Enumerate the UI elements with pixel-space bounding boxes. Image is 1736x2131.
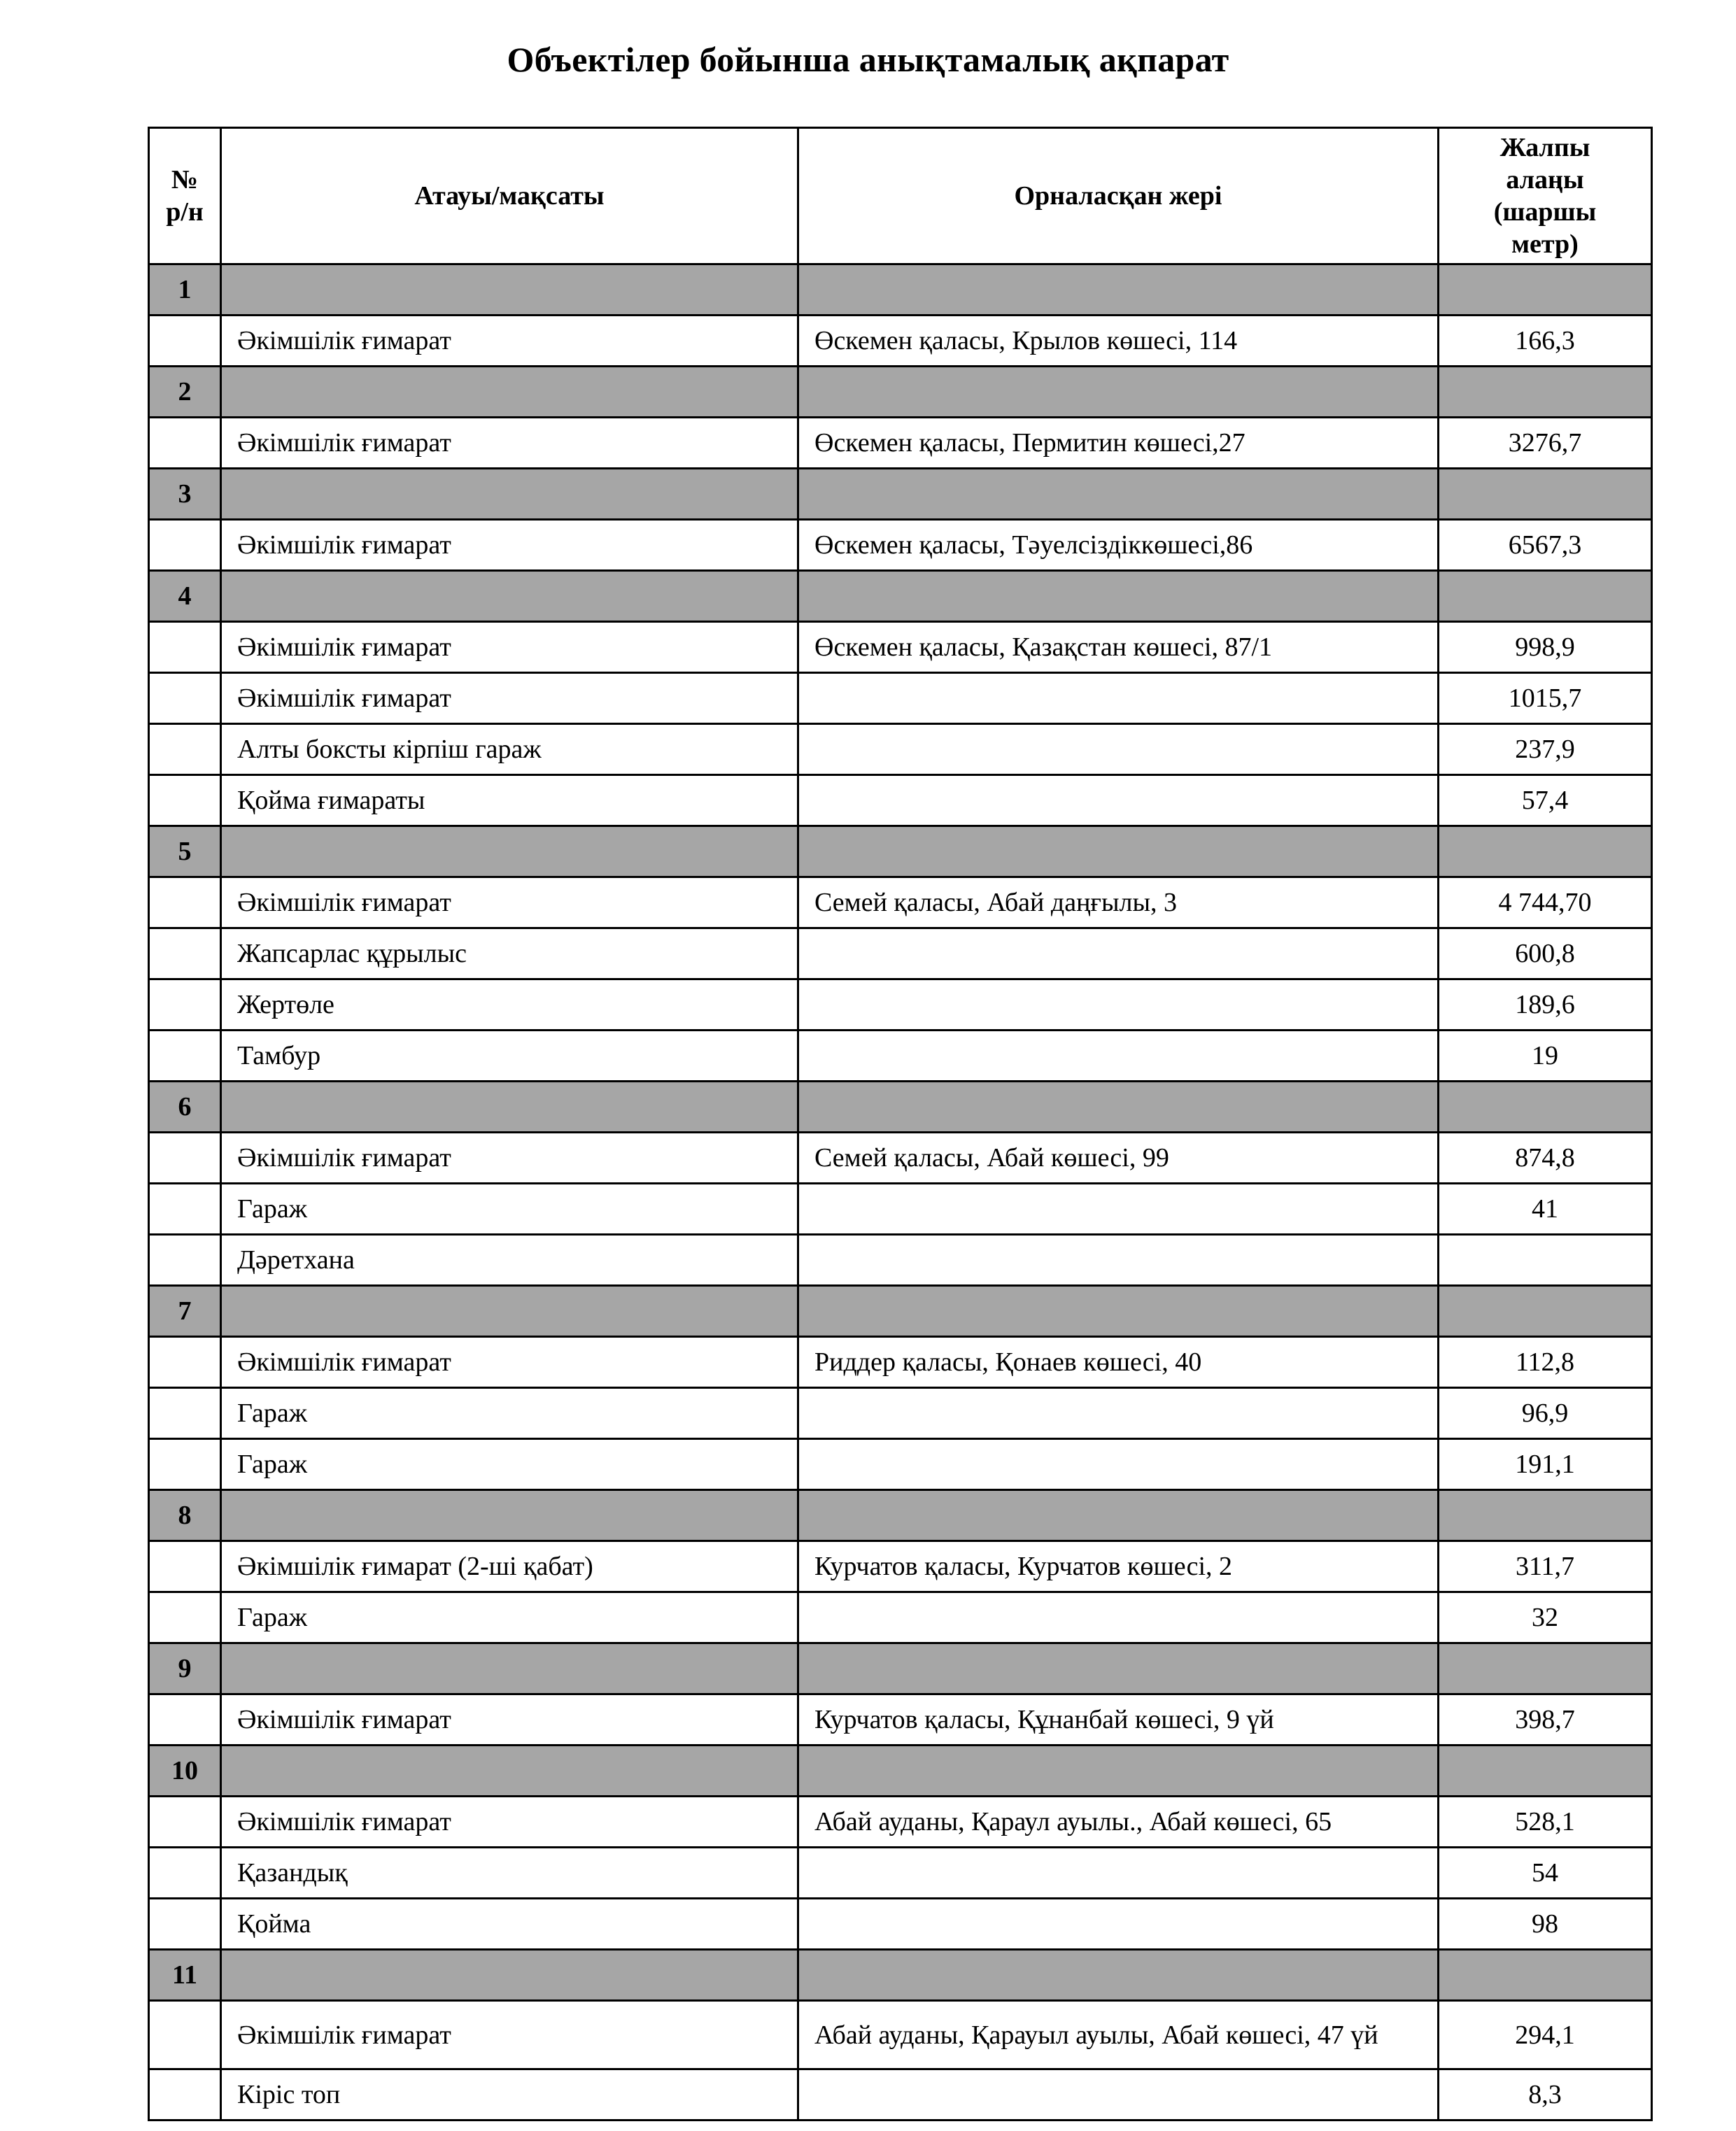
row-number-cell	[149, 1337, 221, 1388]
object-name: Алты боксты кірпіш гараж	[221, 724, 798, 775]
row-number-cell	[149, 1235, 221, 1286]
table-row	[149, 2001, 1652, 2069]
group-number: 2	[149, 367, 221, 418]
group-row	[149, 826, 1652, 877]
group-number: 5	[149, 826, 221, 877]
table-row	[149, 1439, 1652, 1490]
row-number-cell	[149, 1541, 221, 1592]
row-number-cell	[149, 724, 221, 775]
object-area: 528,1	[1439, 1797, 1652, 1848]
object-name: Гараж	[221, 1184, 798, 1235]
group-empty-cell	[1439, 367, 1652, 418]
object-location	[798, 1899, 1439, 1950]
table-row	[149, 2069, 1652, 2121]
object-name: Қазандық	[221, 1848, 798, 1899]
group-empty-cell	[1439, 1746, 1652, 1797]
object-area: 41	[1439, 1184, 1652, 1235]
object-name: Қойма ғимараты	[221, 775, 798, 826]
table-row	[149, 1694, 1652, 1746]
object-location	[798, 1439, 1439, 1490]
row-number-cell	[149, 316, 221, 367]
row-number-cell	[149, 928, 221, 979]
object-area: 3276,7	[1439, 418, 1652, 469]
table-row	[149, 1031, 1652, 1082]
group-empty-cell	[1439, 1286, 1652, 1337]
group-empty-cell	[221, 367, 798, 418]
group-empty-cell	[1439, 1950, 1652, 2001]
object-name: Әкімшілік ғимарат	[221, 877, 798, 928]
group-empty-cell	[221, 1082, 798, 1133]
object-name: Әкімшілік ғимарат	[221, 673, 798, 724]
group-row	[149, 1746, 1652, 1797]
object-name: Тамбур	[221, 1031, 798, 1082]
group-row	[149, 1643, 1652, 1694]
row-number-cell	[149, 1031, 221, 1082]
table-row	[149, 418, 1652, 469]
table-row	[149, 673, 1652, 724]
row-number-cell	[149, 979, 221, 1031]
row-number-cell	[149, 1899, 221, 1950]
object-name: Әкімшілік ғимарат (2-ші қабат)	[221, 1541, 798, 1592]
object-location: Абай ауданы, Қараул ауылы., Абай көшесі, 65	[798, 1797, 1439, 1848]
group-number: 9	[149, 1643, 221, 1694]
object-location	[798, 724, 1439, 775]
header-number: № р/н	[149, 128, 221, 264]
group-empty-cell	[1439, 571, 1652, 622]
group-empty-cell	[798, 1286, 1439, 1337]
table-row	[149, 1592, 1652, 1643]
row-number-cell	[149, 1694, 221, 1746]
group-number: 4	[149, 571, 221, 622]
group-empty-cell	[221, 264, 798, 316]
group-row	[149, 1950, 1652, 2001]
group-number: 1	[149, 264, 221, 316]
object-area: 1015,7	[1439, 673, 1652, 724]
table-row	[149, 1541, 1652, 1592]
object-location: Өскемен қаласы, Қазақстан көшесі, 87/1	[798, 622, 1439, 673]
table-row	[149, 724, 1652, 775]
group-empty-cell	[798, 264, 1439, 316]
group-number: 8	[149, 1490, 221, 1541]
group-row	[149, 264, 1652, 316]
object-location	[798, 1388, 1439, 1439]
object-location	[798, 2069, 1439, 2121]
object-area: 294,1	[1439, 2001, 1652, 2069]
object-area: 4 744,70	[1439, 877, 1652, 928]
object-name: Гараж	[221, 1592, 798, 1643]
group-number: 3	[149, 469, 221, 520]
group-empty-cell	[221, 1746, 798, 1797]
object-name: Әкімшілік ғимарат	[221, 1133, 798, 1184]
row-number-cell	[149, 877, 221, 928]
group-empty-cell	[221, 1286, 798, 1337]
group-empty-cell	[798, 1746, 1439, 1797]
object-area: 96,9	[1439, 1388, 1652, 1439]
object-location: Өскемен қаласы, Пермитин көшесі,27	[798, 418, 1439, 469]
object-location: Өскемен қаласы, Крылов көшесі, 114	[798, 316, 1439, 367]
group-number: 10	[149, 1746, 221, 1797]
object-area: 8,3	[1439, 2069, 1652, 2121]
object-name: Гараж	[221, 1439, 798, 1490]
table-row	[149, 1235, 1652, 1286]
group-empty-cell	[221, 571, 798, 622]
object-area: 311,7	[1439, 1541, 1652, 1592]
group-empty-cell	[798, 1950, 1439, 2001]
table-row	[149, 1797, 1652, 1848]
group-empty-cell	[1439, 1490, 1652, 1541]
row-number-cell	[149, 622, 221, 673]
object-location	[798, 1184, 1439, 1235]
object-location	[798, 1848, 1439, 1899]
group-empty-cell	[1439, 826, 1652, 877]
object-area: 600,8	[1439, 928, 1652, 979]
group-empty-cell	[798, 571, 1439, 622]
table-row	[149, 877, 1652, 928]
object-location: Семей қаласы, Абай даңғылы, 3	[798, 877, 1439, 928]
group-number: 6	[149, 1082, 221, 1133]
object-name: Әкімшілік ғимарат	[221, 1694, 798, 1746]
group-empty-cell	[798, 1643, 1439, 1694]
table-row	[149, 1388, 1652, 1439]
object-area: 6567,3	[1439, 520, 1652, 571]
table-header-row	[149, 128, 1652, 264]
objects-table	[148, 127, 1653, 2121]
table-row	[149, 928, 1652, 979]
object-area: 874,8	[1439, 1133, 1652, 1184]
row-number-cell	[149, 418, 221, 469]
object-location: Семей қаласы, Абай көшесі, 99	[798, 1133, 1439, 1184]
group-empty-cell	[221, 1490, 798, 1541]
object-name: Кіріс топ	[221, 2069, 798, 2121]
object-location	[798, 979, 1439, 1031]
group-empty-cell	[221, 826, 798, 877]
object-area: 998,9	[1439, 622, 1652, 673]
object-location	[798, 1031, 1439, 1082]
object-name: Әкімшілік ғимарат	[221, 418, 798, 469]
group-empty-cell	[221, 469, 798, 520]
object-area: 54	[1439, 1848, 1652, 1899]
row-number-cell	[149, 673, 221, 724]
row-number-cell	[149, 2001, 221, 2069]
row-number-cell	[149, 1133, 221, 1184]
object-area: 112,8	[1439, 1337, 1652, 1388]
table-body	[149, 264, 1652, 2121]
object-location	[798, 1592, 1439, 1643]
object-location: Курчатов қаласы, Курчатов көшесі, 2	[798, 1541, 1439, 1592]
row-number-cell	[149, 1439, 221, 1490]
object-name: Әкімшілік ғимарат	[221, 316, 798, 367]
row-number-cell	[149, 1848, 221, 1899]
object-location	[798, 928, 1439, 979]
group-row	[149, 1286, 1652, 1337]
object-area: 32	[1439, 1592, 1652, 1643]
header-name: Атауы/мақсаты	[221, 128, 798, 264]
object-location	[798, 775, 1439, 826]
object-area: 57,4	[1439, 775, 1652, 826]
group-empty-cell	[798, 826, 1439, 877]
group-empty-cell	[221, 1643, 798, 1694]
object-area: 191,1	[1439, 1439, 1652, 1490]
table-row	[149, 1133, 1652, 1184]
table-row	[149, 979, 1652, 1031]
group-empty-cell	[1439, 264, 1652, 316]
object-location	[798, 1235, 1439, 1286]
group-row	[149, 469, 1652, 520]
object-location: Курчатов қаласы, Құнанбай көшесі, 9 үй	[798, 1694, 1439, 1746]
table-row	[149, 775, 1652, 826]
object-name: Қойма	[221, 1899, 798, 1950]
object-name: Әкімшілік ғимарат	[221, 622, 798, 673]
group-empty-cell	[798, 1082, 1439, 1133]
table-row	[149, 1337, 1652, 1388]
row-number-cell	[149, 1388, 221, 1439]
object-area: 237,9	[1439, 724, 1652, 775]
group-empty-cell	[798, 367, 1439, 418]
row-number-cell	[149, 2069, 221, 2121]
row-number-cell	[149, 520, 221, 571]
page-title: Объектілер бойынша анықтамалық ақпарат	[507, 40, 1229, 79]
object-name: Әкімшілік ғимарат	[221, 520, 798, 571]
header-location: Орналасқан жері	[798, 128, 1439, 264]
object-name: Әкімшілік ғимарат	[221, 2001, 798, 2069]
group-empty-cell	[1439, 1082, 1652, 1133]
table-row	[149, 1848, 1652, 1899]
group-number: 7	[149, 1286, 221, 1337]
table-row	[149, 1184, 1652, 1235]
object-name: Әкімшілік ғимарат	[221, 1797, 798, 1848]
object-area: 98	[1439, 1899, 1652, 1950]
object-area: 398,7	[1439, 1694, 1652, 1746]
row-number-cell	[149, 1184, 221, 1235]
object-location: Өскемен қаласы, Тәуелсіздіккөшесі,86	[798, 520, 1439, 571]
group-row	[149, 367, 1652, 418]
group-empty-cell	[798, 469, 1439, 520]
object-name: Жертөле	[221, 979, 798, 1031]
object-area: 166,3	[1439, 316, 1652, 367]
group-empty-cell	[1439, 469, 1652, 520]
group-row	[149, 1490, 1652, 1541]
group-row	[149, 1082, 1652, 1133]
table-row	[149, 316, 1652, 367]
object-location: Абай ауданы, Қарауыл ауылы, Абай көшесі, 47 үй	[798, 2001, 1439, 2069]
object-name: Жапсарлас құрылыс	[221, 928, 798, 979]
group-empty-cell	[798, 1490, 1439, 1541]
row-number-cell	[149, 775, 221, 826]
header-area: Жалпы алаңы (шаршы метр)	[1439, 128, 1652, 264]
object-name: Дәретхана	[221, 1235, 798, 1286]
object-area	[1439, 1235, 1652, 1286]
group-number: 11	[149, 1950, 221, 2001]
object-name: Гараж	[221, 1388, 798, 1439]
row-number-cell	[149, 1592, 221, 1643]
object-area: 189,6	[1439, 979, 1652, 1031]
object-area: 19	[1439, 1031, 1652, 1082]
table-row	[149, 1899, 1652, 1950]
table-row	[149, 520, 1652, 571]
object-location: Риддер қаласы, Қонаев көшесі, 40	[798, 1337, 1439, 1388]
group-empty-cell	[1439, 1643, 1652, 1694]
object-location	[798, 673, 1439, 724]
table-row	[149, 622, 1652, 673]
group-row	[149, 571, 1652, 622]
group-empty-cell	[221, 1950, 798, 2001]
row-number-cell	[149, 1797, 221, 1848]
object-name: Әкімшілік ғимарат	[221, 1337, 798, 1388]
